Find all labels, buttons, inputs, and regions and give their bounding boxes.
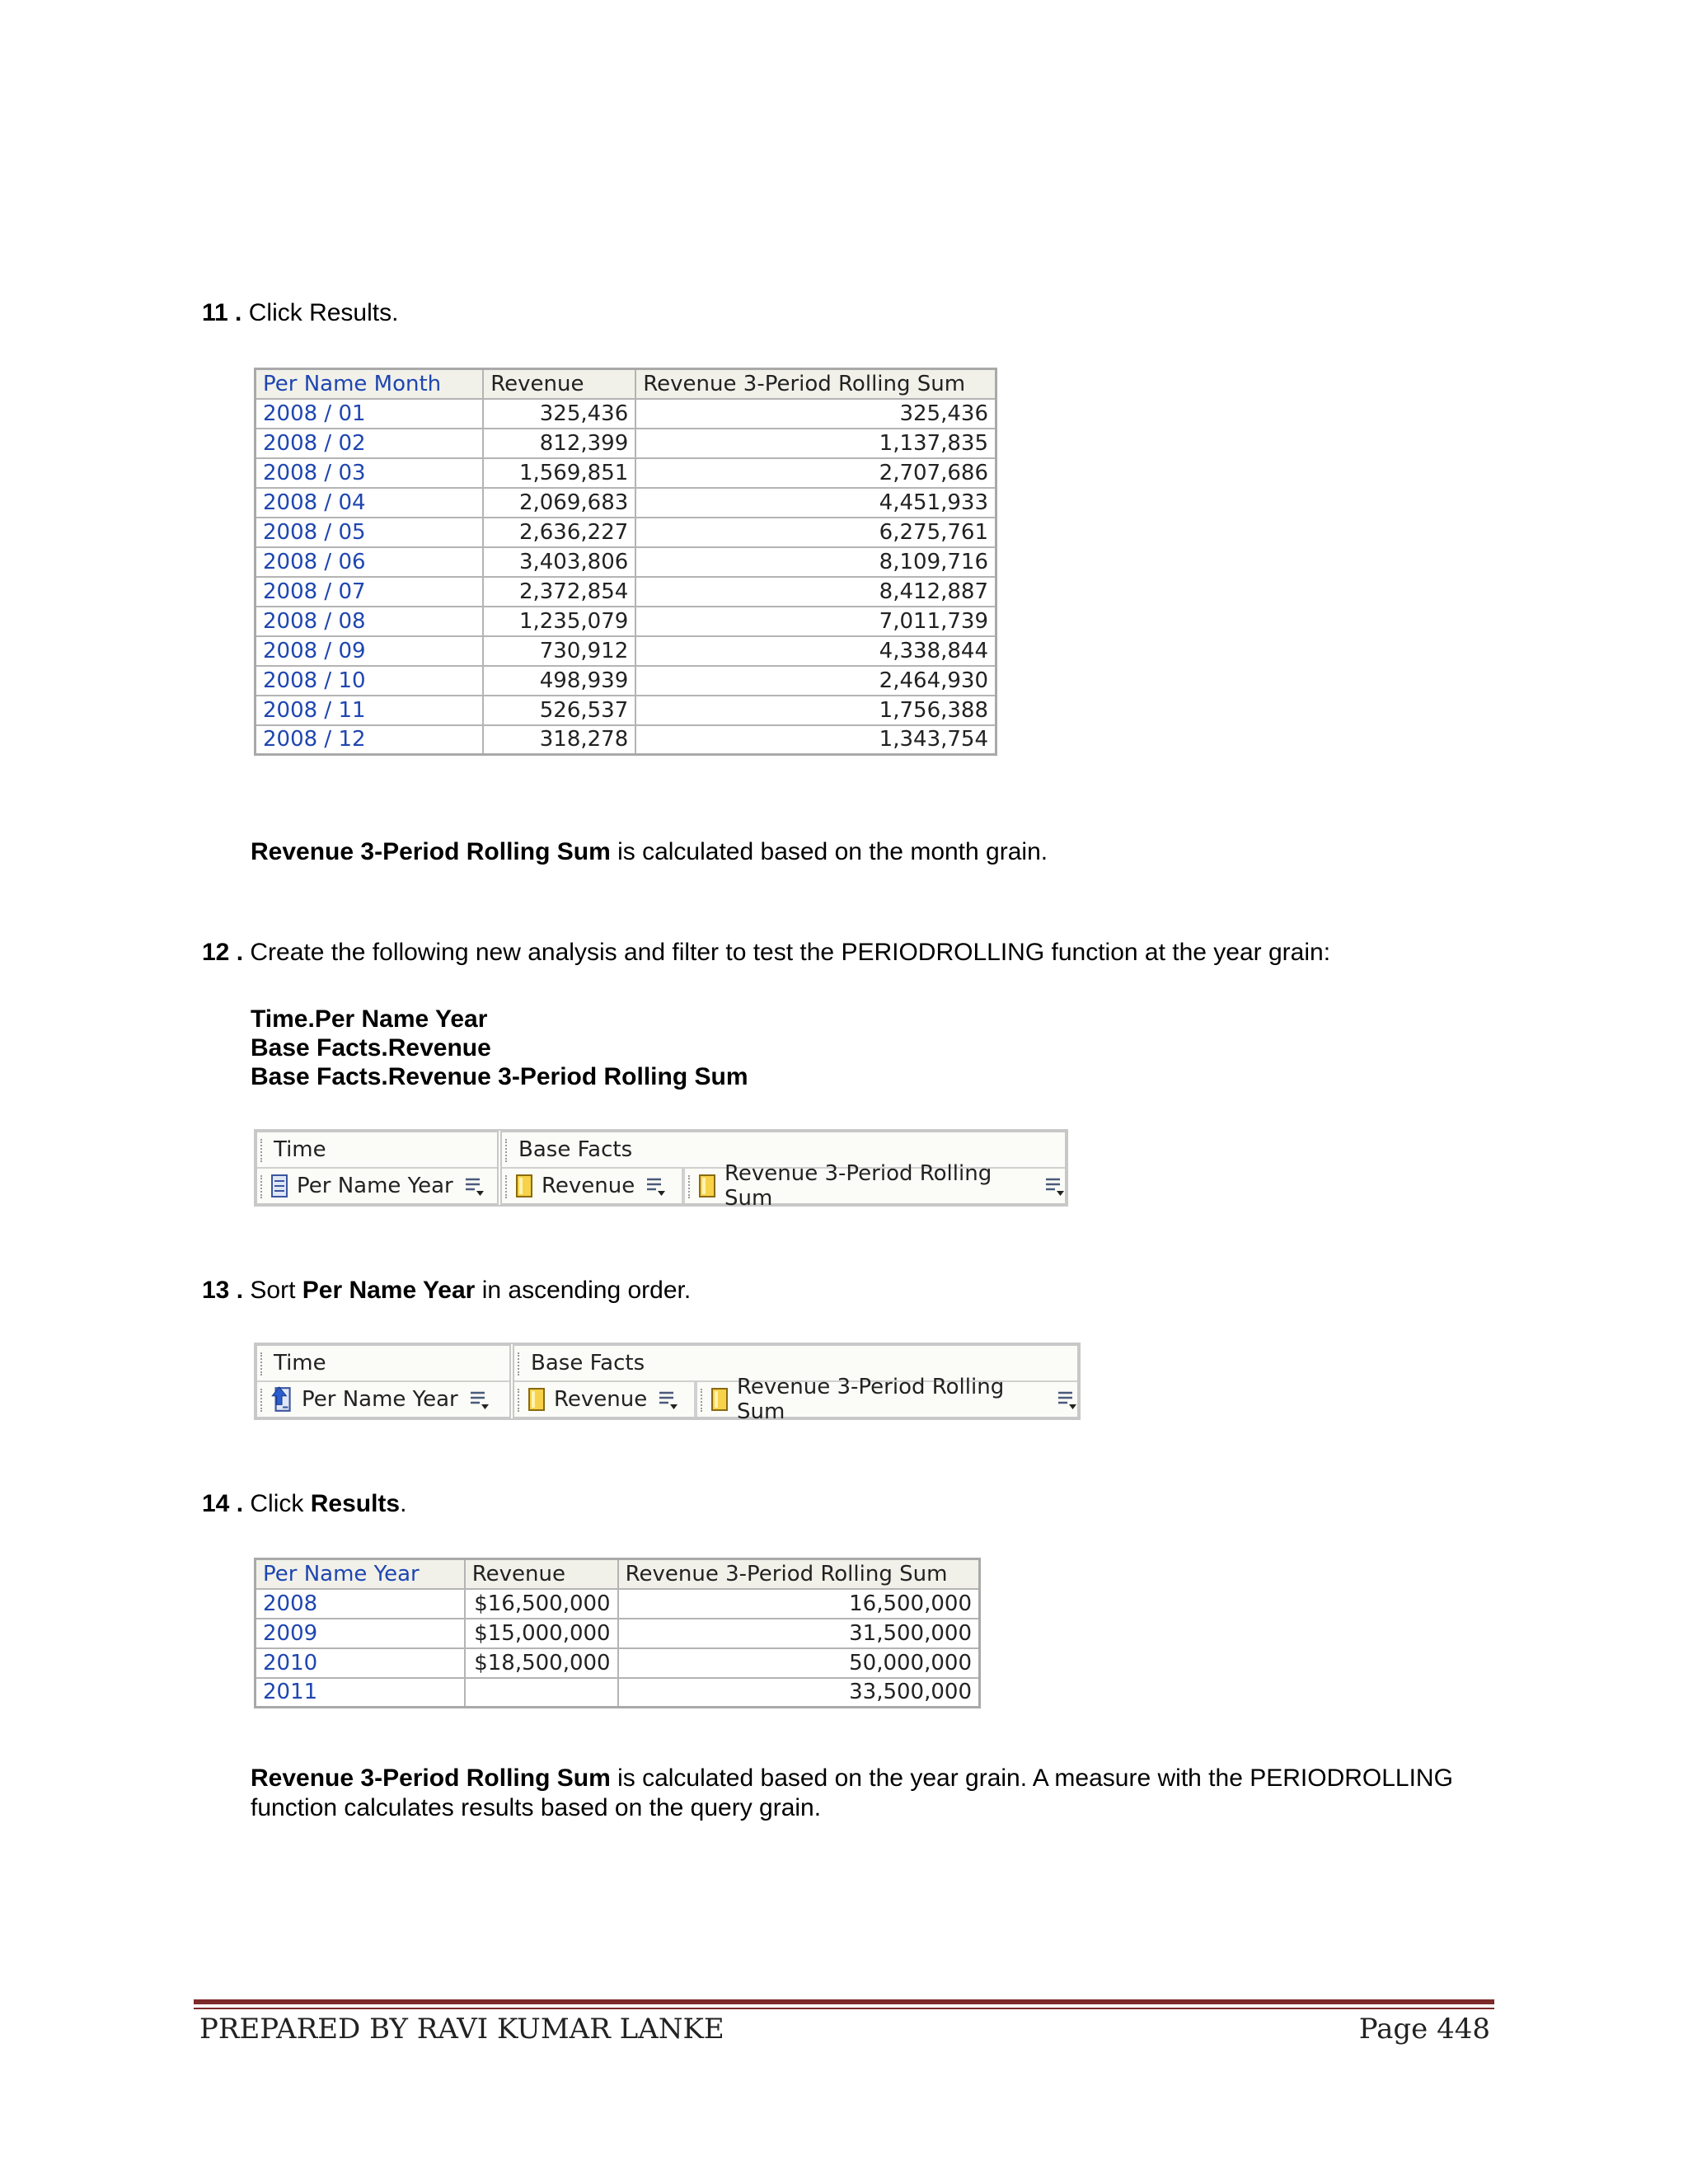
criteria-column-per-name-year[interactable] [257,1169,497,1203]
column-menu-icon[interactable] [1056,1389,1077,1410]
step-bold-text: Results [310,1490,401,1517]
footer-author: PREPARED BY RAVI KUMAR LANKE [199,2013,724,2046]
group-title: Base Facts [531,1351,645,1376]
column-header-rolling-sum[interactable]: Revenue 3-Period Rolling Sum [635,369,996,399]
criteria-column-per-name-year[interactable] [257,1382,509,1417]
table-row [256,1648,980,1678]
column-label: Per Name Year [302,1387,458,1412]
group-time [256,1131,499,1205]
rolling-sum-cell: 31,500,000 [618,1619,980,1648]
column-header-per-name-year[interactable]: Per Name Year [256,1559,465,1589]
rolling-sum-cell: 2,707,686 [635,458,996,488]
column-list-item: Base Facts.Revenue 3-Period Rolling Sum [251,1063,748,1090]
table-row [256,636,996,666]
column-label: Revenue [554,1387,648,1412]
step-text: in ascending order. [475,1277,692,1304]
row-label-link[interactable]: 2008 / 04 [256,488,484,518]
rolling-sum-cell: 8,109,716 [635,547,996,577]
table-row [256,1619,980,1648]
note-line: function calculates results based on the query grain. [251,1794,822,1821]
column-list-item: Time.Per Name Year [251,1005,488,1033]
measure-icon [698,1174,716,1198]
column-label: Revenue [542,1174,635,1198]
column-list-item: Base Facts.Revenue [251,1034,491,1062]
revenue-cell: 1,569,851 [483,458,635,488]
sort-ascending-icon [270,1385,293,1413]
table-row [256,399,996,429]
row-label-link[interactable]: 2008 / 05 [256,518,484,547]
step-text: . [400,1490,407,1517]
measure-icon [515,1174,533,1198]
revenue-cell: 325,436 [483,399,635,429]
column-header-per-name-month[interactable]: Per Name Month [256,369,484,399]
rolling-sum-cell: 1,343,754 [635,725,996,755]
revenue-cell: 3,403,806 [483,547,635,577]
table-header-row [256,369,996,399]
revenue-cell: 2,372,854 [483,577,635,607]
group-time [256,1344,511,1418]
selected-columns-panel [254,1129,1068,1211]
row-label-link[interactable]: 2008 / 01 [256,399,484,429]
row-label-link[interactable]: 2008 / 07 [256,577,484,607]
revenue-cell: $16,500,000 [465,1589,618,1619]
step-number: 12 . [202,939,244,966]
note-year-grain [251,1764,1520,1823]
note-bold: Revenue 3-Period Rolling Sum [251,838,611,865]
rolling-sum-cell: 1,137,835 [635,429,996,458]
table-row [256,725,996,755]
measure-icon [710,1387,729,1412]
column-menu-icon[interactable] [645,1175,666,1197]
row-label-link[interactable]: 2008 / 03 [256,458,484,488]
note-month-grain [251,837,1048,867]
row-label-link[interactable]: 2008 / 06 [256,547,484,577]
column-header-revenue[interactable]: Revenue [465,1559,618,1589]
step-text: Sort [250,1277,302,1304]
rolling-sum-cell: 4,338,844 [635,636,996,666]
rolling-sum-cell: 7,011,739 [635,607,996,636]
table-row [256,577,996,607]
group-base-facts [513,1344,1079,1424]
table-row [256,696,996,725]
selected-columns-panel-sorted [254,1343,1081,1424]
criteria-column-rolling-sum[interactable] [683,1161,1065,1211]
table-row [256,488,996,518]
column-menu-icon[interactable] [657,1389,678,1410]
revenue-cell: 526,537 [483,696,635,725]
results-table-month [254,368,997,756]
step-text: Create the following new analysis and filter to test the PERIODROLLING function at the year grain: [250,939,1331,966]
row-label-link[interactable]: 2008 / 09 [256,636,484,666]
revenue-cell: $15,000,000 [465,1619,618,1648]
revenue-cell: 730,912 [483,636,635,666]
revenue-cell [465,1678,618,1708]
revenue-cell: 2,069,683 [483,488,635,518]
column-label: Revenue 3-Period Rolling Sum [737,1375,1005,1424]
table-row [256,1589,980,1619]
group-title: Base Facts [518,1137,633,1162]
row-label-link[interactable]: 2009 [256,1619,465,1648]
column-label: Per Name Year [297,1174,453,1198]
note-bold: Revenue 3-Period Rolling Sum [251,1765,611,1792]
column-menu-icon[interactable] [468,1389,490,1410]
table-row [256,607,996,636]
note-text: is calculated based on the year grain. A measure with the PERIODROLLING [610,1765,1453,1792]
note-text: is calculated based on the month grain. [610,838,1048,865]
row-label-link[interactable]: 2008 / 10 [256,666,484,696]
footer-page-number: Page 448 [1358,2013,1490,2046]
criteria-column-revenue[interactable] [502,1169,683,1203]
step-12 [202,938,1330,968]
row-label-link[interactable]: 2008 / 11 [256,696,484,725]
criteria-column-revenue[interactable] [514,1382,696,1417]
revenue-cell: 318,278 [483,725,635,755]
step-number: 11 . [202,299,242,326]
rolling-sum-cell: 6,275,761 [635,518,996,547]
revenue-cell: $18,500,000 [465,1648,618,1678]
step-14 [202,1489,406,1519]
column-menu-icon[interactable] [463,1175,485,1197]
revenue-cell: 2,636,227 [483,518,635,547]
rolling-sum-cell: 33,500,000 [618,1678,980,1708]
footer-rule-thin [194,2008,1494,2009]
table-header-row [256,1559,980,1589]
table-row [256,518,996,547]
rolling-sum-cell: 50,000,000 [618,1648,980,1678]
row-label-link[interactable]: 2008 / 08 [256,607,484,636]
note-line [251,1764,1520,1793]
table-row [256,1678,980,1708]
rolling-sum-cell: 4,451,933 [635,488,996,518]
rolling-sum-cell: 1,756,388 [635,696,996,725]
rolling-sum-cell: 16,500,000 [618,1589,980,1619]
column-attribute-icon [270,1174,288,1198]
column-header-rolling-sum[interactable]: Revenue 3-Period Rolling Sum [618,1559,980,1589]
group-header[interactable] [257,1132,497,1169]
results-table-year [254,1558,981,1708]
step-text: Click [250,1490,311,1517]
table-row [256,666,996,696]
revenue-cell: 812,399 [483,429,635,458]
step-11 [202,298,398,328]
row-label-link[interactable]: 2011 [256,1678,465,1708]
step-13 [202,1276,691,1305]
column-header-revenue[interactable]: Revenue [483,369,635,399]
rolling-sum-cell: 325,436 [635,399,996,429]
revenue-cell: 498,939 [483,666,635,696]
revenue-cell: 1,235,079 [483,607,635,636]
step-bold-text: Per Name Year [302,1277,476,1304]
row-label-link[interactable]: 2008 [256,1589,465,1619]
step-number: 13 . [202,1277,244,1304]
column-menu-icon[interactable] [1043,1175,1065,1197]
column-list [251,1005,748,1091]
measure-icon [528,1387,546,1412]
group-title: Time [274,1351,326,1376]
column-label: Revenue 3-Period Rolling Sum [724,1161,992,1211]
step-number: 14 . [202,1490,244,1517]
row-label-link[interactable]: 2008 / 12 [256,725,484,755]
table-row [256,547,996,577]
group-header[interactable] [257,1346,509,1382]
group-title: Time [274,1137,326,1162]
rolling-sum-cell: 8,412,887 [635,577,996,607]
criteria-column-rolling-sum[interactable] [696,1375,1077,1424]
table-row [256,458,996,488]
row-label-link[interactable]: 2010 [256,1648,465,1678]
row-label-link[interactable]: 2008 / 02 [256,429,484,458]
step-text: Click Results. [248,299,399,326]
table-row [256,429,996,458]
footer-rule [194,1999,1494,2004]
group-base-facts [500,1131,1067,1211]
rolling-sum-cell: 2,464,930 [635,666,996,696]
